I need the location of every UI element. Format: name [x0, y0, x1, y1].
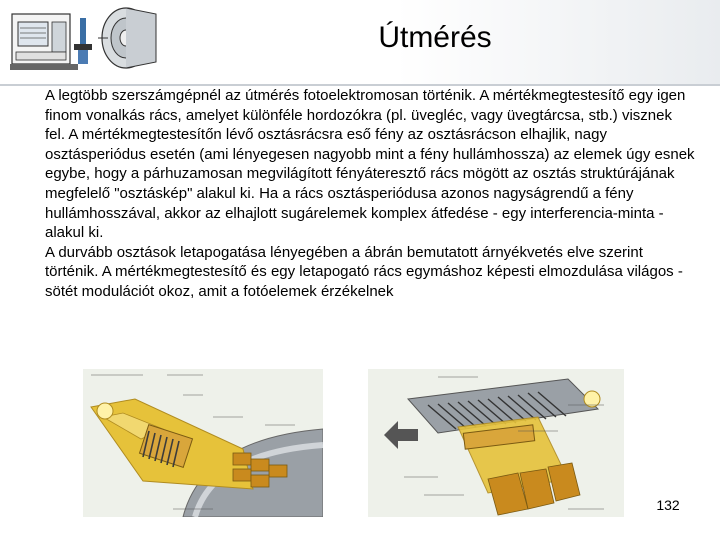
- page-number: 132: [656, 497, 680, 513]
- paragraph-2: A durvább osztások letapogatása lényegében a ábrán bemutatott árnyékvetés elve szerint történik. A mértékmegtestesítő és egy letapogató rács egymáshoz képesti elmozdulása világos - sötét modulációt okoz, amit a fotóelemek érzékelnek: [45, 243, 683, 300]
- machine-tool-logo-icon: [8, 4, 168, 80]
- body-text: [45, 86, 695, 302]
- linear-encoder-diagram-icon: [368, 369, 624, 517]
- rotary-encoder-diagram-icon: [83, 369, 323, 517]
- paragraph-1: A legtöbb szerszámgépnél az útmérés fotoelektromosan történik. A mértékmegtestesítő egy igen finom vonalkás rács, amelyet különféle hordozókra (pl. üvegléc, vagy üvegtárcsa, stb.) visznek fel. A mértékmegtestesítőn lévő osztásrácsra eső fény az osztásrácson elhajlik, nagy osztásperiódus esetén (ami lényegesen nagyobb mint a fény hullámhossza) az elemek úgy esnek egybe, hogy a párhuzamosan megvilágított fényáteresztő rács mögött az osztás struktúrájának megfelelő "osztáskép" alakul ki. Ha a rács osztásperiódusa azonos nagyságrendű a fény hullámhosszával, akkor az elhajlott sugárelemek komplex átfedése - egy interferencia-minta - alakul ki.: [45, 87, 695, 242]
- slide-title: Útmérés: [378, 21, 492, 54]
